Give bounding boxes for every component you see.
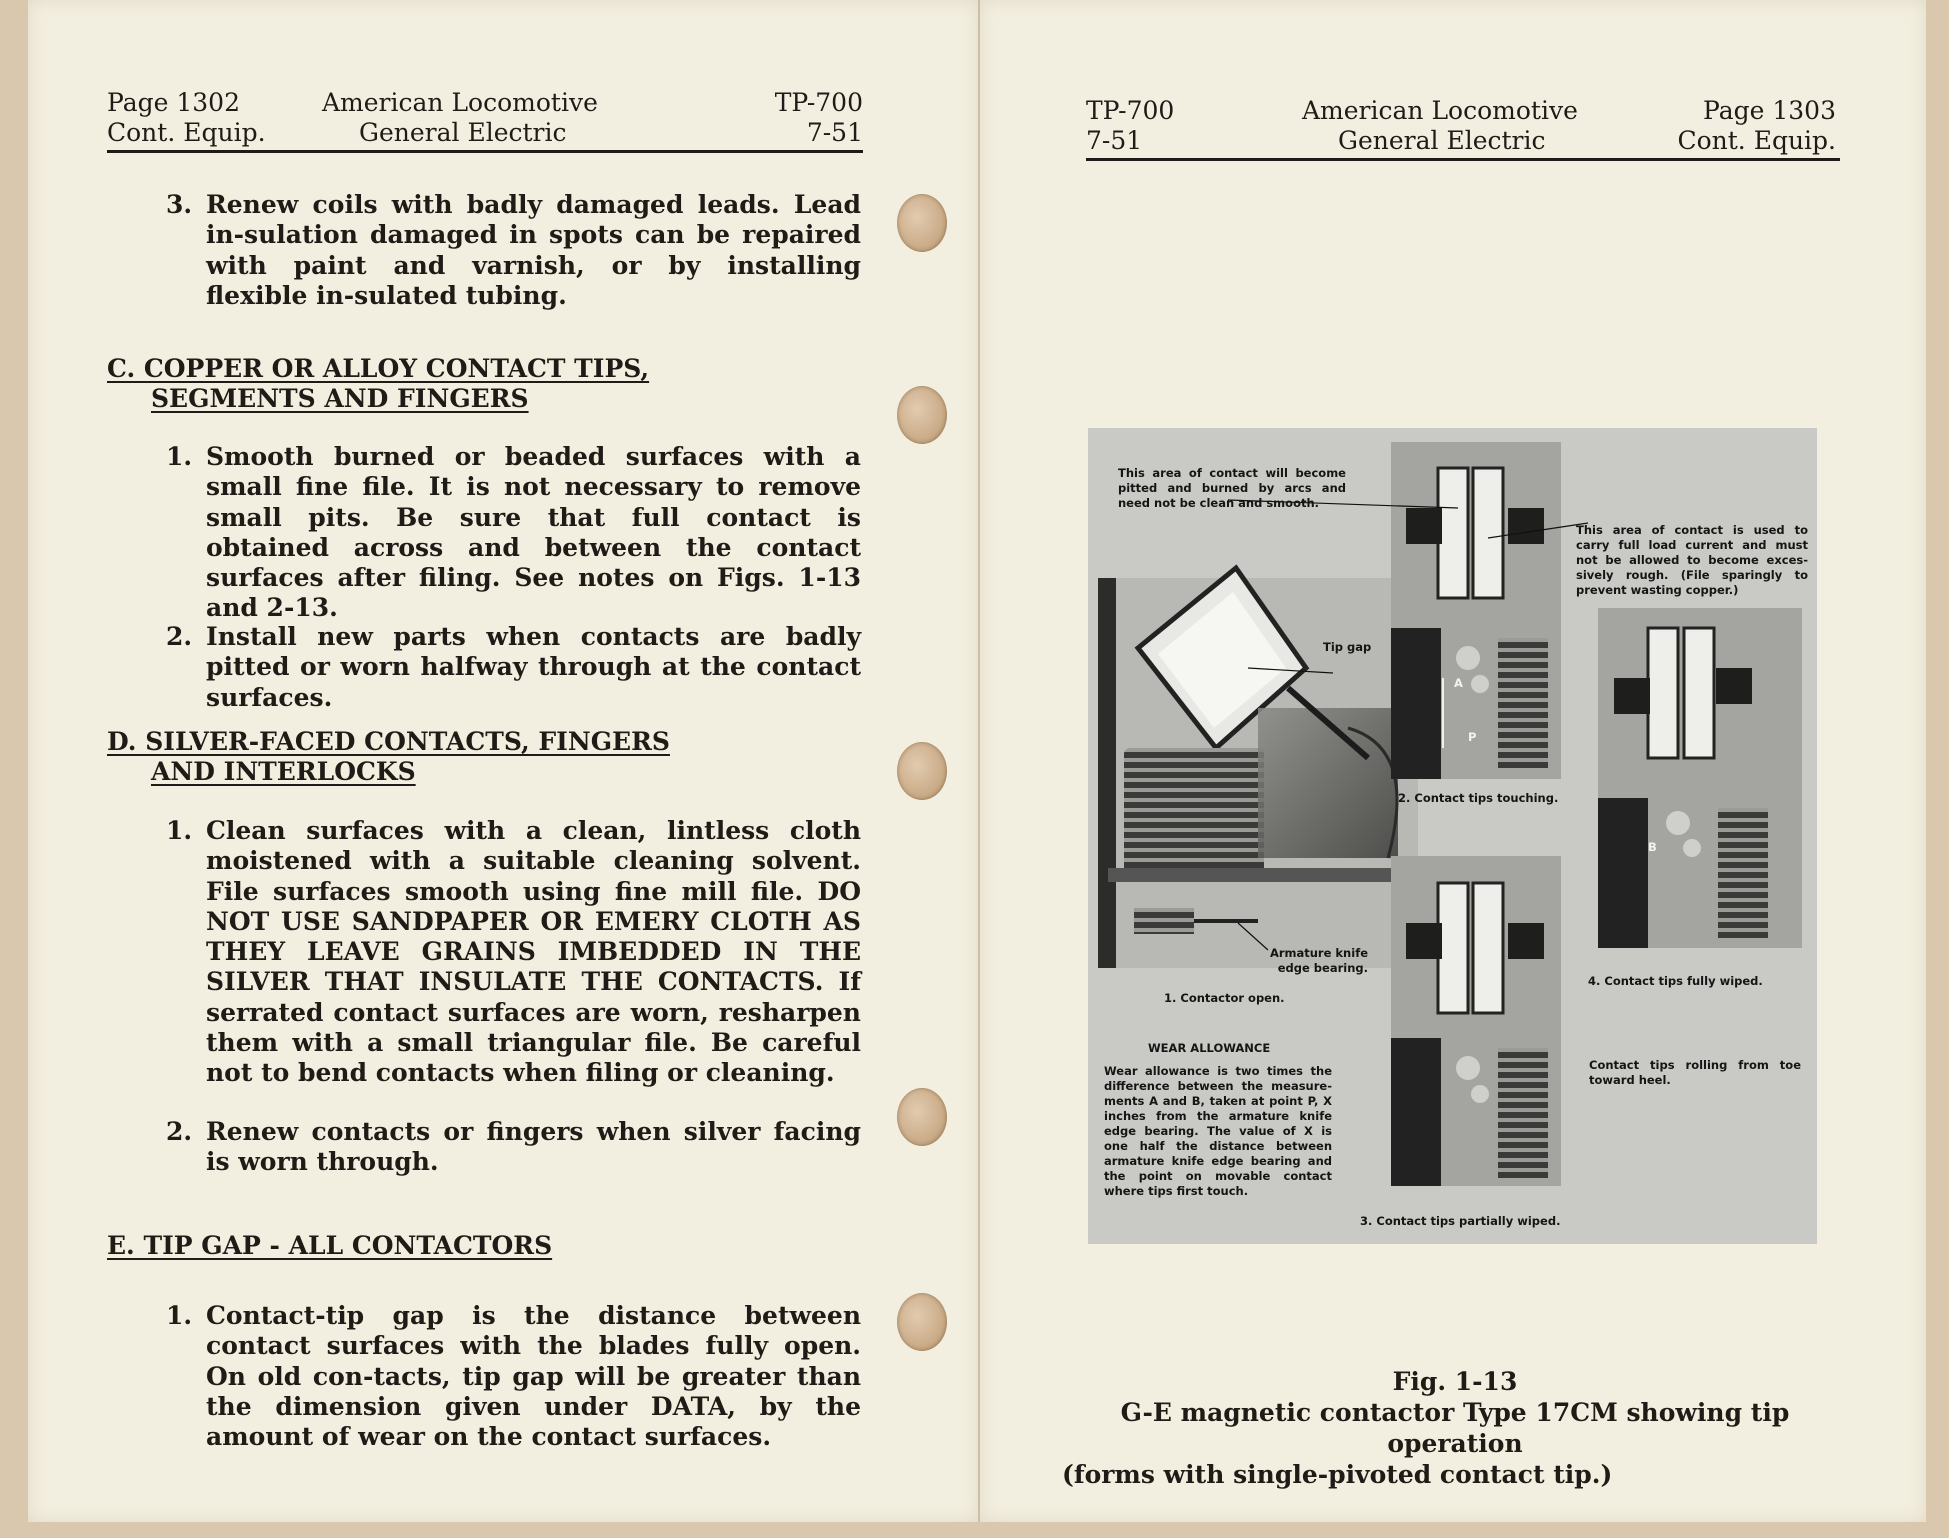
section-d-heading-2: AND INTERLOCKS	[151, 757, 416, 786]
label-knife-edge-bearing	[1248, 946, 1368, 976]
photo-tips-fully-wiped	[1598, 608, 1802, 948]
right-page-header	[1086, 96, 1840, 161]
wear-allowance-title: WEAR ALLOWANCE	[1148, 1041, 1271, 1055]
figure-number: Fig. 1-13	[1392, 1367, 1518, 1396]
item-number: 1.	[166, 816, 193, 845]
left-page-section: Cont. Equip.	[107, 118, 266, 147]
figure-caption	[1062, 1366, 1848, 1490]
figure-subtitle: (forms with single-pivoted contact tip.)	[1062, 1460, 1613, 1489]
punch-hole	[897, 194, 947, 252]
photo-tips-touching	[1391, 442, 1561, 779]
item-text: Renew contacts or fingers when silver facing is worn through.	[206, 1117, 861, 1177]
right-company-2: General Electric	[1338, 126, 1546, 155]
right-doc-date: 7-51	[1086, 126, 1143, 155]
photo-contactor-open	[1098, 568, 1418, 968]
left-company-2: General Electric	[359, 118, 567, 147]
label-tip-gap: Tip gap	[1323, 640, 1372, 654]
section-d-heading-1: D. SILVER-FACED CONTACTS, FINGERS	[107, 727, 670, 756]
label-knife-edge-line-2: edge bearing.	[1277, 961, 1368, 975]
label-tips-rolling: Contact tips rolling from toe toward heel.	[1589, 1058, 1801, 1087]
left-page-header	[107, 88, 863, 153]
right-page-section: Cont. Equip.	[1677, 126, 1836, 155]
item-number: 1.	[166, 442, 193, 471]
right-doc-number: TP-700	[1086, 96, 1175, 125]
label-tips-fully-wiped: 4. Contact tips fully wiped.	[1588, 974, 1763, 988]
punch-hole	[897, 1088, 947, 1146]
item-number: 1.	[166, 1301, 193, 1330]
left-page-number: Page 1302	[107, 88, 240, 117]
label-tips-touching: 2. Contact tips touching.	[1398, 791, 1559, 805]
section-e-heading: E. TIP GAP - ALL CONTACTORS	[107, 1231, 553, 1260]
callout-load-current-area: This area of contact is used to carry full load current and must not be allowed to become exces-sively rough. (File sparingly to prevent wasting copper.)	[1576, 523, 1808, 597]
label-tips-partially-wiped: 3. Contact tips partially wiped.	[1360, 1214, 1561, 1228]
left-company-1: American Locomotive	[322, 88, 598, 117]
item-text: Smooth burned or beaded surfaces with a small fine file. It is not necessary to remove small pits. Be sure that full contact is obtained across and between the contact surfaces after filing. See notes on Figs. 1-13 and 2-13.	[206, 442, 861, 623]
photo-tips-partially-wiped	[1391, 856, 1561, 1186]
item-number: 3.	[166, 190, 193, 219]
item-number: 2.	[166, 1117, 193, 1146]
item-text: Contact-tip gap is the distance between contact surfaces with the blades fully open. On old con-tacts, tip gap will be greater than the dimension given under DATA, by the amount of wear on the contact surfaces.	[206, 1301, 861, 1452]
figure-title: G-E magnetic contactor Type 17CM showing tip operation	[1120, 1398, 1790, 1458]
punch-hole	[897, 386, 947, 444]
item-text: Install new parts when contacts are badly pitted or worn halfway through at the contact surfaces.	[206, 622, 861, 712]
item-text: Clean surfaces with a clean, lintless cloth moistened with a suitable cleaning solvent. File surfaces smooth using fine mill file. DO NOT USE SANDPAPER OR EMERY CLOTH AS THEY LEAVE GRAINS IMBEDDED IN THE SILVER THAT INSULATE THE CONTACTS. If serrated contact surfaces are worn, resharpen them with a small triangular file. Be careful not to bend contacts when filing or cleaning.	[206, 816, 861, 1088]
label-mark-a: A	[1454, 676, 1463, 690]
callout-pitted-area: This area of contact will become pitted and burned by arcs and need not be clean and smooth.	[1118, 466, 1346, 510]
right-page-number: Page 1303	[1703, 96, 1836, 125]
contactor-figure	[1088, 428, 1817, 1244]
item-number: 2.	[166, 622, 193, 651]
label-mark-p: P	[1468, 730, 1477, 744]
punch-hole	[897, 1293, 947, 1351]
label-contactor-open: 1. Contactor open.	[1164, 991, 1285, 1005]
item-text: Renew coils with badly damaged leads. Lead in-sulation damaged in spots can be repaired with paint and varnish, or by installing flexible in-sulated tubing.	[206, 190, 861, 310]
punch-hole	[897, 742, 947, 800]
right-company-1: American Locomotive	[1302, 96, 1578, 125]
section-c-heading-2: SEGMENTS AND FINGERS	[151, 384, 529, 413]
section-c-heading-1: C. COPPER OR ALLOY CONTACT TIPS,	[107, 354, 650, 383]
label-knife-edge-line-1: Armature knife	[1269, 946, 1368, 960]
label-mark-b: B	[1648, 840, 1657, 854]
left-doc-date: 7-51	[806, 118, 863, 147]
left-doc-number: TP-700	[774, 88, 863, 117]
wear-allowance-text: Wear allowance is two times the difference between the measure-ments A and B, taken at point P, X inches from the armature knife edge bearing. The value of X is one half the distance between armature knife edge bearing and the point on movable contact where tips first touch.	[1104, 1064, 1332, 1198]
